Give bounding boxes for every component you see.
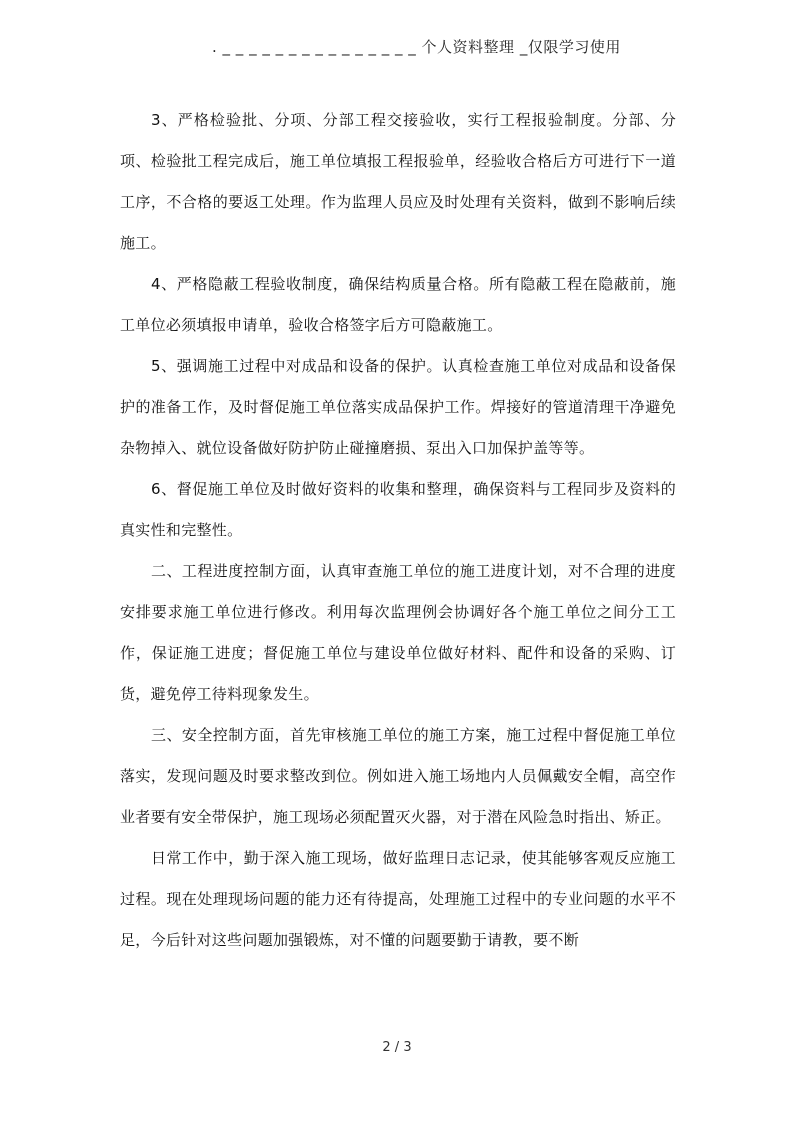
paragraph-daily-work: 日常工作中，勤于深入施工现场，做好监理日志记录，使其能够客观反应施工过程。现在处理现场问题的能力还有待提高，处理施工过程中的专业问题的水平不足，今后针对这些问题加强锻炼，对不懂的问题要勤于请教，要不断 (120, 849, 676, 949)
paragraph-item-6: 6、督促施工单位及时做好资料的收集和整理，确保资料与工程同步及资料的真实性和完整性。 (120, 480, 676, 539)
page-number: 2 / 3 (382, 1040, 412, 1055)
page-header: . _ _ _ _ _ _ _ _ _ _ _ _ _ _ _ 个人资料整理 _仅限学习使用 (212, 38, 621, 56)
paragraph-item-4: 4、严格隐蔽工程验收制度，确保结构质量合格。所有隐蔽工程在隐蔽前，施工单位必须填报申请单，验收合格签字后方可隐蔽施工。 (120, 275, 676, 334)
paragraph-safety-control: 三、安全控制方面，首先审核施工单位的施工方案，施工过程中督促施工单位落实，发现问题及时要求整改到位。例如进入施工场地内人员佩戴安全帽，高空作业者要有安全带保护，施工现场必须配置灭火器，对于潜在风险急时指出、矫正。 (120, 726, 676, 826)
paragraph-item-5: 5、强调施工过程中对成品和设备的保护。认真检查施工单位对成品和设备保护的准备工作，及时督促施工单位落实成品保护工作。焊接好的管道清理干净避免杂物掉入、就位设备做好防护防止碰撞磨损、泵出入口加保护盖等等。 (120, 357, 676, 457)
paragraph-progress-control: 二、工程进度控制方面，认真审查施工单位的施工进度计划，对不合理的进度安排要求施工单位进行修改。利用每次监理例会协调好各个施工单位之间分工工作，保证施工进度；督促施工单位与建设单位做好材料、配件和设备的采购、订货，避免停工待料现象发生。 (120, 562, 676, 703)
paragraph-item-3: 3、严格检验批、分项、分部工程交接验收，实行工程报验制度。分部、分项、检验批工程完成后，施工单位填报工程报验单，经验收合格后方可进行下一道工序，不合格的要返工处理。作为监理人员应及时处理有关资料，做到不影响后续施工。 (120, 111, 676, 252)
document-body (120, 100, 676, 961)
